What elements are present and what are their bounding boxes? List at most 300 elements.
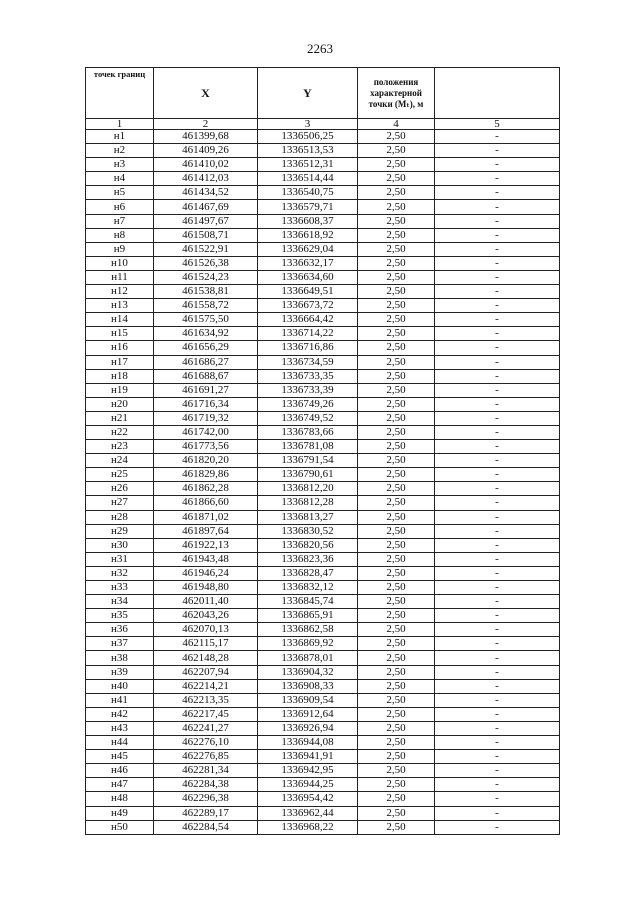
col5-cell: - bbox=[435, 186, 560, 200]
x-coordinate-cell: 461526,38 bbox=[154, 256, 258, 270]
table-row bbox=[86, 566, 560, 580]
accuracy-cell: 2,50 bbox=[358, 609, 435, 623]
x-coordinate-cell: 462217,45 bbox=[154, 707, 258, 721]
col5-cell: - bbox=[435, 820, 560, 834]
table-row bbox=[86, 341, 560, 355]
table-row bbox=[86, 750, 560, 764]
table-row bbox=[86, 369, 560, 383]
accuracy-cell: 2,50 bbox=[358, 144, 435, 158]
accuracy-cell: 2,50 bbox=[358, 242, 435, 256]
column-number: 2 bbox=[154, 119, 258, 130]
col5-cell: - bbox=[435, 341, 560, 355]
x-coordinate-cell: 462241,27 bbox=[154, 721, 258, 735]
accuracy-cell: 2,50 bbox=[358, 186, 435, 200]
header-x: X bbox=[154, 68, 258, 119]
x-coordinate-cell: 462284,38 bbox=[154, 778, 258, 792]
y-coordinate-cell: 1336716,86 bbox=[258, 341, 358, 355]
accuracy-cell: 2,50 bbox=[358, 778, 435, 792]
col5-cell: - bbox=[435, 665, 560, 679]
y-coordinate-cell: 1336634,60 bbox=[258, 270, 358, 284]
y-coordinate-cell: 1336618,92 bbox=[258, 228, 358, 242]
x-coordinate-cell: 462043,26 bbox=[154, 609, 258, 623]
y-coordinate-cell: 1336909,54 bbox=[258, 693, 358, 707]
y-coordinate-cell: 1336812,28 bbox=[258, 496, 358, 510]
accuracy-cell: 2,50 bbox=[358, 468, 435, 482]
col5-cell: - bbox=[435, 524, 560, 538]
x-coordinate-cell: 461688,67 bbox=[154, 369, 258, 383]
x-coordinate-cell: 461948,80 bbox=[154, 581, 258, 595]
x-coordinate-cell: 461410,02 bbox=[154, 158, 258, 172]
accuracy-cell: 2,50 bbox=[358, 355, 435, 369]
point-name-cell: н33 bbox=[86, 581, 154, 595]
y-coordinate-cell: 1336912,64 bbox=[258, 707, 358, 721]
header-col5 bbox=[435, 68, 560, 119]
y-coordinate-cell: 1336954,42 bbox=[258, 792, 358, 806]
col5-cell: - bbox=[435, 425, 560, 439]
point-name-cell: н41 bbox=[86, 693, 154, 707]
point-name-cell: н20 bbox=[86, 397, 154, 411]
y-coordinate-cell: 1336749,26 bbox=[258, 397, 358, 411]
col5-cell: - bbox=[435, 468, 560, 482]
point-name-cell: н23 bbox=[86, 440, 154, 454]
accuracy-cell: 2,50 bbox=[358, 270, 435, 284]
x-coordinate-cell: 461558,72 bbox=[154, 299, 258, 313]
y-coordinate-cell: 1336820,56 bbox=[258, 538, 358, 552]
x-coordinate-cell: 461497,67 bbox=[154, 214, 258, 228]
accuracy-cell: 2,50 bbox=[358, 552, 435, 566]
y-coordinate-cell: 1336714,22 bbox=[258, 327, 358, 341]
point-name-cell: н46 bbox=[86, 764, 154, 778]
y-coordinate-cell: 1336828,47 bbox=[258, 566, 358, 580]
point-name-cell: н16 bbox=[86, 341, 154, 355]
table-header-row bbox=[86, 68, 560, 119]
accuracy-cell: 2,50 bbox=[358, 750, 435, 764]
y-coordinate-cell: 1336664,42 bbox=[258, 313, 358, 327]
point-name-cell: н14 bbox=[86, 313, 154, 327]
accuracy-cell: 2,50 bbox=[358, 411, 435, 425]
y-coordinate-cell: 1336512,31 bbox=[258, 158, 358, 172]
x-coordinate-cell: 462011,40 bbox=[154, 595, 258, 609]
point-name-cell: н22 bbox=[86, 425, 154, 439]
accuracy-cell: 2,50 bbox=[358, 299, 435, 313]
col5-cell: - bbox=[435, 623, 560, 637]
accuracy-cell: 2,50 bbox=[358, 651, 435, 665]
y-coordinate-cell: 1336514,44 bbox=[258, 172, 358, 186]
point-name-cell: н4 bbox=[86, 172, 154, 186]
x-coordinate-cell: 462276,85 bbox=[154, 750, 258, 764]
y-coordinate-cell: 1336673,72 bbox=[258, 299, 358, 313]
y-coordinate-cell: 1336865,91 bbox=[258, 609, 358, 623]
table-row bbox=[86, 397, 560, 411]
header-y: Y bbox=[258, 68, 358, 119]
table-row bbox=[86, 355, 560, 369]
x-coordinate-cell: 461522,91 bbox=[154, 242, 258, 256]
accuracy-cell: 2,50 bbox=[358, 383, 435, 397]
table-row bbox=[86, 651, 560, 665]
x-coordinate-cell: 461467,69 bbox=[154, 200, 258, 214]
table-row bbox=[86, 609, 560, 623]
x-coordinate-cell: 461634,92 bbox=[154, 327, 258, 341]
accuracy-cell: 2,50 bbox=[358, 341, 435, 355]
y-coordinate-cell: 1336540,75 bbox=[258, 186, 358, 200]
point-name-cell: н42 bbox=[86, 707, 154, 721]
col5-cell: - bbox=[435, 679, 560, 693]
table-row bbox=[86, 383, 560, 397]
point-name-cell: н31 bbox=[86, 552, 154, 566]
x-coordinate-cell: 461866,60 bbox=[154, 496, 258, 510]
y-coordinate-cell: 1336513,53 bbox=[258, 144, 358, 158]
col5-cell: - bbox=[435, 397, 560, 411]
accuracy-cell: 2,50 bbox=[358, 736, 435, 750]
y-coordinate-cell: 1336908,33 bbox=[258, 679, 358, 693]
table-row bbox=[86, 327, 560, 341]
accuracy-cell: 2,50 bbox=[358, 581, 435, 595]
column-number: 3 bbox=[258, 119, 358, 130]
table-row bbox=[86, 228, 560, 242]
table-row bbox=[86, 425, 560, 439]
col5-cell: - bbox=[435, 736, 560, 750]
point-name-cell: н35 bbox=[86, 609, 154, 623]
point-name-cell: н11 bbox=[86, 270, 154, 284]
table-row bbox=[86, 172, 560, 186]
x-coordinate-cell: 461434,52 bbox=[154, 186, 258, 200]
x-coordinate-cell: 461716,34 bbox=[154, 397, 258, 411]
x-coordinate-cell: 461862,28 bbox=[154, 482, 258, 496]
table-row bbox=[86, 200, 560, 214]
x-coordinate-cell: 462281,34 bbox=[154, 764, 258, 778]
y-coordinate-cell: 1336579,71 bbox=[258, 200, 358, 214]
table-row bbox=[86, 792, 560, 806]
column-number: 5 bbox=[435, 119, 560, 130]
x-coordinate-cell: 461897,64 bbox=[154, 524, 258, 538]
table-row bbox=[86, 764, 560, 778]
point-name-cell: н13 bbox=[86, 299, 154, 313]
y-coordinate-cell: 1336926,94 bbox=[258, 721, 358, 735]
table-row bbox=[86, 256, 560, 270]
col5-cell: - bbox=[435, 566, 560, 580]
point-name-cell: н3 bbox=[86, 158, 154, 172]
point-name-cell: н21 bbox=[86, 411, 154, 425]
table-row bbox=[86, 595, 560, 609]
table-row bbox=[86, 144, 560, 158]
point-name-cell: н12 bbox=[86, 285, 154, 299]
accuracy-cell: 2,50 bbox=[358, 130, 435, 144]
y-coordinate-cell: 1336878,01 bbox=[258, 651, 358, 665]
col5-cell: - bbox=[435, 510, 560, 524]
point-name-cell: н1 bbox=[86, 130, 154, 144]
table-row bbox=[86, 313, 560, 327]
y-coordinate-cell: 1336506,25 bbox=[258, 130, 358, 144]
point-name-cell: н48 bbox=[86, 792, 154, 806]
x-coordinate-cell: 462115,17 bbox=[154, 637, 258, 651]
table-row bbox=[86, 623, 560, 637]
point-name-cell: н24 bbox=[86, 454, 154, 468]
table-row bbox=[86, 482, 560, 496]
x-coordinate-cell: 461508,71 bbox=[154, 228, 258, 242]
point-name-cell: н7 bbox=[86, 214, 154, 228]
table-row bbox=[86, 778, 560, 792]
table-row bbox=[86, 454, 560, 468]
point-name-cell: н34 bbox=[86, 595, 154, 609]
point-name-cell: н39 bbox=[86, 665, 154, 679]
accuracy-cell: 2,50 bbox=[358, 285, 435, 299]
x-coordinate-cell: 461943,48 bbox=[154, 552, 258, 566]
point-name-cell: н45 bbox=[86, 750, 154, 764]
page-number: 2263 bbox=[307, 41, 333, 56]
accuracy-cell: 2,50 bbox=[358, 397, 435, 411]
accuracy-cell: 2,50 bbox=[358, 256, 435, 270]
x-coordinate-cell: 462213,35 bbox=[154, 693, 258, 707]
point-name-cell: н36 bbox=[86, 623, 154, 637]
col5-cell: - bbox=[435, 172, 560, 186]
accuracy-cell: 2,50 bbox=[358, 172, 435, 186]
point-name-cell: н9 bbox=[86, 242, 154, 256]
y-coordinate-cell: 1336629,04 bbox=[258, 242, 358, 256]
point-name-cell: н44 bbox=[86, 736, 154, 750]
accuracy-cell: 2,50 bbox=[358, 440, 435, 454]
table-row bbox=[86, 721, 560, 735]
x-coordinate-cell: 462284,54 bbox=[154, 820, 258, 834]
col5-cell: - bbox=[435, 595, 560, 609]
table-row bbox=[86, 270, 560, 284]
col5-cell: - bbox=[435, 792, 560, 806]
table-body bbox=[86, 130, 560, 835]
y-coordinate-cell: 1336904,32 bbox=[258, 665, 358, 679]
col5-cell: - bbox=[435, 383, 560, 397]
col5-cell: - bbox=[435, 299, 560, 313]
y-coordinate-cell: 1336942,95 bbox=[258, 764, 358, 778]
col5-cell: - bbox=[435, 637, 560, 651]
x-coordinate-cell: 462214,21 bbox=[154, 679, 258, 693]
x-coordinate-cell: 462207,94 bbox=[154, 665, 258, 679]
col5-cell: - bbox=[435, 764, 560, 778]
x-coordinate-cell: 461538,81 bbox=[154, 285, 258, 299]
accuracy-cell: 2,50 bbox=[358, 313, 435, 327]
x-coordinate-cell: 462296,38 bbox=[154, 792, 258, 806]
col5-cell: - bbox=[435, 581, 560, 595]
point-name-cell: н37 bbox=[86, 637, 154, 651]
point-name-cell: н27 bbox=[86, 496, 154, 510]
col5-cell: - bbox=[435, 750, 560, 764]
point-name-cell: н2 bbox=[86, 144, 154, 158]
column-number: 1 bbox=[86, 119, 154, 130]
accuracy-cell: 2,50 bbox=[358, 679, 435, 693]
x-coordinate-cell: 461946,24 bbox=[154, 566, 258, 580]
col5-cell: - bbox=[435, 130, 560, 144]
col5-cell: - bbox=[435, 440, 560, 454]
x-coordinate-cell: 462148,28 bbox=[154, 651, 258, 665]
x-coordinate-cell: 462276,10 bbox=[154, 736, 258, 750]
col5-cell: - bbox=[435, 778, 560, 792]
table-row bbox=[86, 707, 560, 721]
col5-cell: - bbox=[435, 270, 560, 284]
col5-cell: - bbox=[435, 256, 560, 270]
x-coordinate-cell: 461820,20 bbox=[154, 454, 258, 468]
col5-cell: - bbox=[435, 651, 560, 665]
accuracy-cell: 2,50 bbox=[358, 482, 435, 496]
boundary-points-table bbox=[85, 67, 560, 835]
accuracy-cell: 2,50 bbox=[358, 538, 435, 552]
y-coordinate-cell: 1336649,51 bbox=[258, 285, 358, 299]
accuracy-cell: 2,50 bbox=[358, 637, 435, 651]
y-coordinate-cell: 1336734,59 bbox=[258, 355, 358, 369]
col5-cell: - bbox=[435, 242, 560, 256]
accuracy-cell: 2,50 bbox=[358, 214, 435, 228]
x-coordinate-cell: 461922,13 bbox=[154, 538, 258, 552]
accuracy-cell: 2,50 bbox=[358, 792, 435, 806]
table-row bbox=[86, 468, 560, 482]
point-name-cell: н47 bbox=[86, 778, 154, 792]
x-coordinate-cell: 462289,17 bbox=[154, 806, 258, 820]
point-name-cell: н8 bbox=[86, 228, 154, 242]
table-row bbox=[86, 411, 560, 425]
table-row bbox=[86, 693, 560, 707]
accuracy-cell: 2,50 bbox=[358, 693, 435, 707]
y-coordinate-cell: 1336791,54 bbox=[258, 454, 358, 468]
point-name-cell: н17 bbox=[86, 355, 154, 369]
point-name-cell: н10 bbox=[86, 256, 154, 270]
accuracy-cell: 2,50 bbox=[358, 595, 435, 609]
table-row bbox=[86, 637, 560, 651]
table-row bbox=[86, 186, 560, 200]
col5-cell: - bbox=[435, 313, 560, 327]
table-row bbox=[86, 552, 560, 566]
col5-cell: - bbox=[435, 327, 560, 341]
y-coordinate-cell: 1336783,66 bbox=[258, 425, 358, 439]
col5-cell: - bbox=[435, 369, 560, 383]
accuracy-cell: 2,50 bbox=[358, 764, 435, 778]
col5-cell: - bbox=[435, 454, 560, 468]
x-coordinate-cell: 461871,02 bbox=[154, 510, 258, 524]
accuracy-cell: 2,50 bbox=[358, 228, 435, 242]
x-coordinate-cell: 461691,27 bbox=[154, 383, 258, 397]
col5-cell: - bbox=[435, 609, 560, 623]
x-coordinate-cell: 462070,13 bbox=[154, 623, 258, 637]
y-coordinate-cell: 1336733,35 bbox=[258, 369, 358, 383]
accuracy-cell: 2,50 bbox=[358, 510, 435, 524]
y-coordinate-cell: 1336632,17 bbox=[258, 256, 358, 270]
col5-cell: - bbox=[435, 482, 560, 496]
table-row bbox=[86, 524, 560, 538]
x-coordinate-cell: 461742,00 bbox=[154, 425, 258, 439]
col5-cell: - bbox=[435, 228, 560, 242]
col5-cell: - bbox=[435, 144, 560, 158]
table-row bbox=[86, 285, 560, 299]
point-name-cell: н38 bbox=[86, 651, 154, 665]
y-coordinate-cell: 1336830,52 bbox=[258, 524, 358, 538]
accuracy-cell: 2,50 bbox=[358, 623, 435, 637]
table-row bbox=[86, 496, 560, 510]
x-coordinate-cell: 461524,23 bbox=[154, 270, 258, 284]
table-row bbox=[86, 538, 560, 552]
table-row bbox=[86, 806, 560, 820]
accuracy-cell: 2,50 bbox=[358, 327, 435, 341]
y-coordinate-cell: 1336832,12 bbox=[258, 581, 358, 595]
table-row bbox=[86, 736, 560, 750]
col5-cell: - bbox=[435, 411, 560, 425]
y-coordinate-cell: 1336790,61 bbox=[258, 468, 358, 482]
point-name-cell: н25 bbox=[86, 468, 154, 482]
y-coordinate-cell: 1336941,91 bbox=[258, 750, 358, 764]
point-name-cell: н40 bbox=[86, 679, 154, 693]
x-coordinate-cell: 461575,50 bbox=[154, 313, 258, 327]
x-coordinate-cell: 461656,29 bbox=[154, 341, 258, 355]
col5-cell: - bbox=[435, 200, 560, 214]
x-coordinate-cell: 461399,68 bbox=[154, 130, 258, 144]
accuracy-cell: 2,50 bbox=[358, 806, 435, 820]
table-row bbox=[86, 679, 560, 693]
accuracy-cell: 2,50 bbox=[358, 707, 435, 721]
table-row bbox=[86, 214, 560, 228]
accuracy-cell: 2,50 bbox=[358, 566, 435, 580]
point-name-cell: н18 bbox=[86, 369, 154, 383]
header-accuracy: положения характерной точки (Mₜ), м bbox=[358, 68, 435, 119]
point-name-cell: н28 bbox=[86, 510, 154, 524]
col5-cell: - bbox=[435, 285, 560, 299]
y-coordinate-cell: 1336749,52 bbox=[258, 411, 358, 425]
accuracy-cell: 2,50 bbox=[358, 425, 435, 439]
accuracy-cell: 2,50 bbox=[358, 496, 435, 510]
col5-cell: - bbox=[435, 806, 560, 820]
y-coordinate-cell: 1336823,36 bbox=[258, 552, 358, 566]
col5-cell: - bbox=[435, 707, 560, 721]
col5-cell: - bbox=[435, 721, 560, 735]
point-name-cell: н30 bbox=[86, 538, 154, 552]
table-row bbox=[86, 440, 560, 454]
table-row bbox=[86, 510, 560, 524]
table-row bbox=[86, 581, 560, 595]
col5-cell: - bbox=[435, 538, 560, 552]
column-numbers-row bbox=[86, 119, 560, 130]
accuracy-cell: 2,50 bbox=[358, 721, 435, 735]
y-coordinate-cell: 1336944,08 bbox=[258, 736, 358, 750]
point-name-cell: н50 bbox=[86, 820, 154, 834]
y-coordinate-cell: 1336845,74 bbox=[258, 595, 358, 609]
table-row bbox=[86, 158, 560, 172]
x-coordinate-cell: 461773,56 bbox=[154, 440, 258, 454]
y-coordinate-cell: 1336944,25 bbox=[258, 778, 358, 792]
y-coordinate-cell: 1336608,37 bbox=[258, 214, 358, 228]
point-name-cell: н15 bbox=[86, 327, 154, 341]
col5-cell: - bbox=[435, 158, 560, 172]
x-coordinate-cell: 461719,32 bbox=[154, 411, 258, 425]
accuracy-cell: 2,50 bbox=[358, 454, 435, 468]
col5-cell: - bbox=[435, 496, 560, 510]
x-coordinate-cell: 461409,26 bbox=[154, 144, 258, 158]
col5-cell: - bbox=[435, 355, 560, 369]
point-name-cell: н6 bbox=[86, 200, 154, 214]
y-coordinate-cell: 1336733,39 bbox=[258, 383, 358, 397]
table-row bbox=[86, 130, 560, 144]
y-coordinate-cell: 1336869,92 bbox=[258, 637, 358, 651]
point-name-cell: н29 bbox=[86, 524, 154, 538]
point-name-cell: н5 bbox=[86, 186, 154, 200]
col5-cell: - bbox=[435, 214, 560, 228]
accuracy-cell: 2,50 bbox=[358, 820, 435, 834]
point-name-cell: н43 bbox=[86, 721, 154, 735]
point-name-cell: н49 bbox=[86, 806, 154, 820]
accuracy-cell: 2,50 bbox=[358, 665, 435, 679]
x-coordinate-cell: 461829,86 bbox=[154, 468, 258, 482]
table-row bbox=[86, 820, 560, 834]
col5-cell: - bbox=[435, 693, 560, 707]
point-name-cell: н26 bbox=[86, 482, 154, 496]
y-coordinate-cell: 1336962,44 bbox=[258, 806, 358, 820]
accuracy-cell: 2,50 bbox=[358, 200, 435, 214]
col5-cell: - bbox=[435, 552, 560, 566]
y-coordinate-cell: 1336812,20 bbox=[258, 482, 358, 496]
y-coordinate-cell: 1336781,08 bbox=[258, 440, 358, 454]
